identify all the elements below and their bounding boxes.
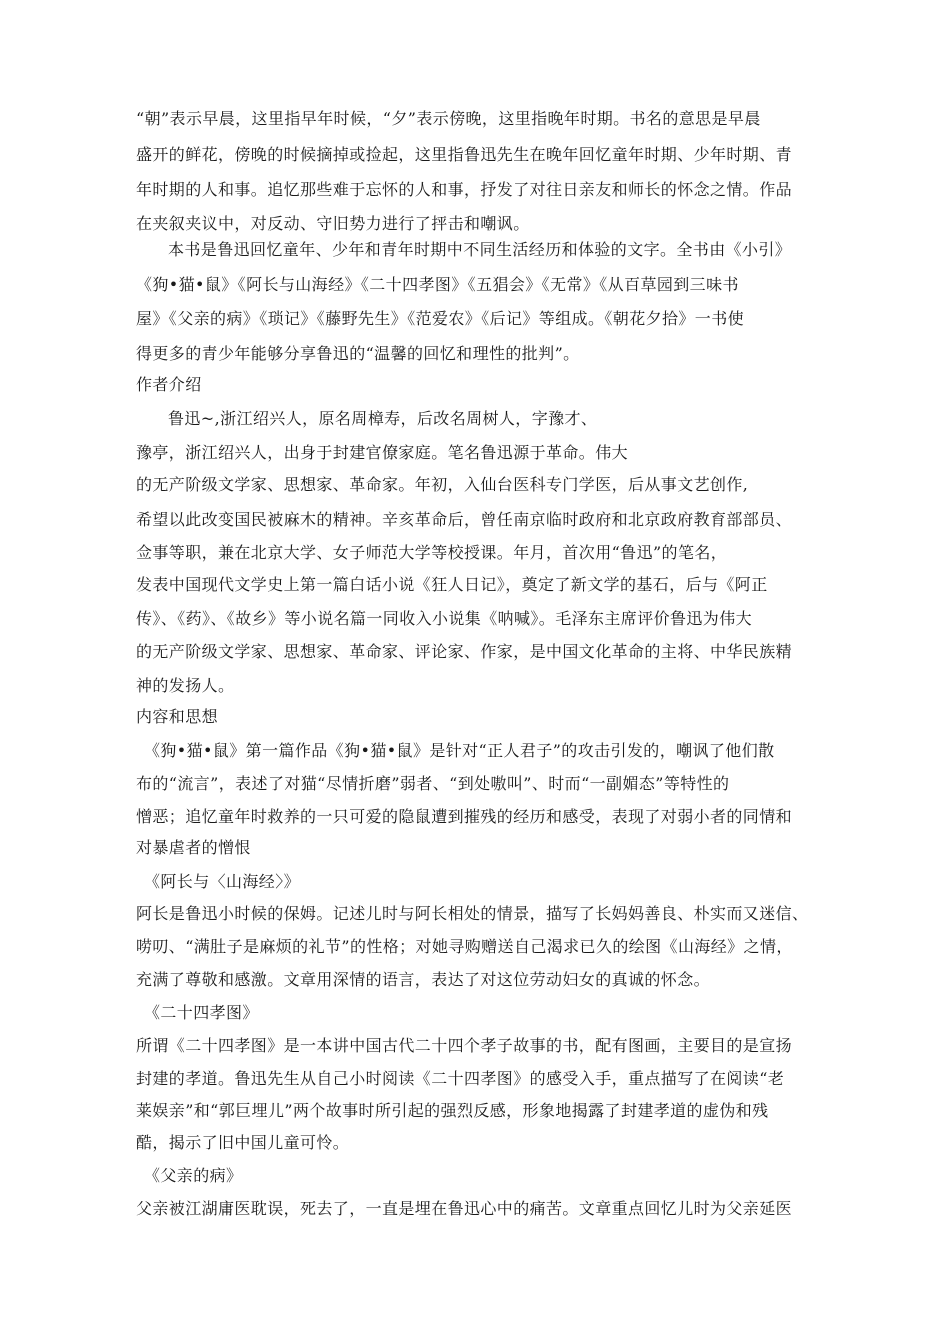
text-line: 憎恶；追忆童年时救养的一只可爱的隐鼠遭到摧残的经历和感受，表现了对弱小者的同情和 [136,807,793,826]
text-line: 对暴虐者的憎恨 [136,838,251,857]
text-line: 父亲被江湖庸医耽误，死去了，一直是埋在鲁迅心中的痛苦。文章重点回忆儿时为父亲延医 [136,1199,793,1218]
text-line: 鲁迅~,浙江绍兴人，原名周樟寿，后改名周树人，字豫才、 [168,409,598,428]
text-line: 在夹叙夹议中，对反动、守旧势力进行了抨击和嘲讽。 [136,214,530,233]
subsection-title: 《阿长与〈山海经〉》 [144,872,301,891]
text-line: 得更多的青少年能够分享鲁迅的“温馨的回忆和理性的批判”。 [136,344,580,363]
text-line: 佥事等职，兼在北京大学、女子师范大学等校授课。年月，首次用“鲁迅”的笔名， [136,543,728,562]
text-line: 莱娱亲”和“郭巨埋儿”两个故事时所引起的强烈反感，形象地揭露了封建孝道的虚伪和残 [136,1101,769,1120]
text-line: 传》、《药》、《故乡》等小说名篇一同收入小说集《呐喊》。毛泽东主席评价鲁迅为伟大 [136,609,753,628]
section-heading: 内容和思想 [136,707,219,726]
text-line: “朝”表示早晨，这里指早年时候，“夕”表示傍晚，这里指晚年时期。书名的意思是早晨 [136,109,761,128]
text-line: 年时期的人和事。追忆那些难于忘怀的人和事，抒发了对往日亲友和师长的怀念之情。作品 [136,180,793,199]
text-line: 发表中国现代文学史上第一篇白话小说《狂人日记》，奠定了新文学的基石，后与《阿正 [136,575,768,594]
text-line: 阿长是鲁迅小时候的保姆。记述儿时与阿长相处的情景，描写了长妈妈善良、朴实而又迷信、 [136,904,809,923]
text-line: 本书是鲁迅回忆童年、少年和青年时期中不同生活经历和体验的文字。全书由《小引》 [168,240,792,259]
text-line: 盛开的鲜花，傍晚的时候摘掉或捡起，这里指鲁迅先生在晚年回忆童年时期、少年时期、青 [136,145,793,164]
text-line: 封建的孝道。鲁迅先生从自己小时阅读《二十四孝图》的感受入手，重点描写了在阅读“老 [136,1069,785,1088]
text-line: 《狗•猫•鼠》第一篇作品《狗•猫•鼠》是针对“正人君子”的攻击引发的，嘲讽了他们散 [144,741,775,760]
text-line: 希望以此改变国民被麻木的精神。辛亥革命后，曾任南京临时政府和北京政府教育部部员、 [136,510,793,529]
text-line: 的无产阶级文学家、思想家、革命家。年初，入仙台医科专门学医，后从事文艺创作, [136,475,749,494]
section-heading: 作者介绍 [136,375,202,394]
text-line: 屋》《父亲的病》《琐记》《藤野先生》《范爱农》《后记》等组成。《朝花夕拾》一书使 [136,309,745,328]
text-line: 布的“流言”，表述了对猫“尽情折磨”弱者、“到处嗷叫”、时而“一副媚态”等特性的 [136,774,730,793]
subsection-title: 《二十四孝图》 [144,1003,259,1022]
text-line: 酷，揭示了旧中国儿童可怜。 [136,1133,350,1152]
text-line: 豫亭，浙江绍兴人，出身于封建官僚家庭。笔名鲁迅源于革命。伟大 [136,443,629,462]
text-line: 充满了尊敬和感激。文章用深情的语言，表达了对这位劳动妇女的真诚的怀念。 [136,970,711,989]
text-line: 唠叨、“满肚子是麻烦的礼节”的性格；对她寻购赠送自己渴求已久的绘图《山海经》之情， [136,937,793,956]
text-line: 神的发扬人。 [136,676,235,695]
text-line: 《狗•猫•鼠》《阿长与山海经》《二十四孝图》《五猖会》《无常》《从百草园到三味书 [136,275,739,294]
text-line: 的无产阶级文学家、思想家、革命家、评论家、作家，是中国文化革命的主将、中华民族精 [136,642,793,661]
subsection-title: 《父亲的病》 [144,1166,243,1185]
text-line: 所谓《二十四孝图》是一本讲中国古代二十四个孝子故事的书，配有图画，主要目的是宣扬 [136,1036,793,1055]
